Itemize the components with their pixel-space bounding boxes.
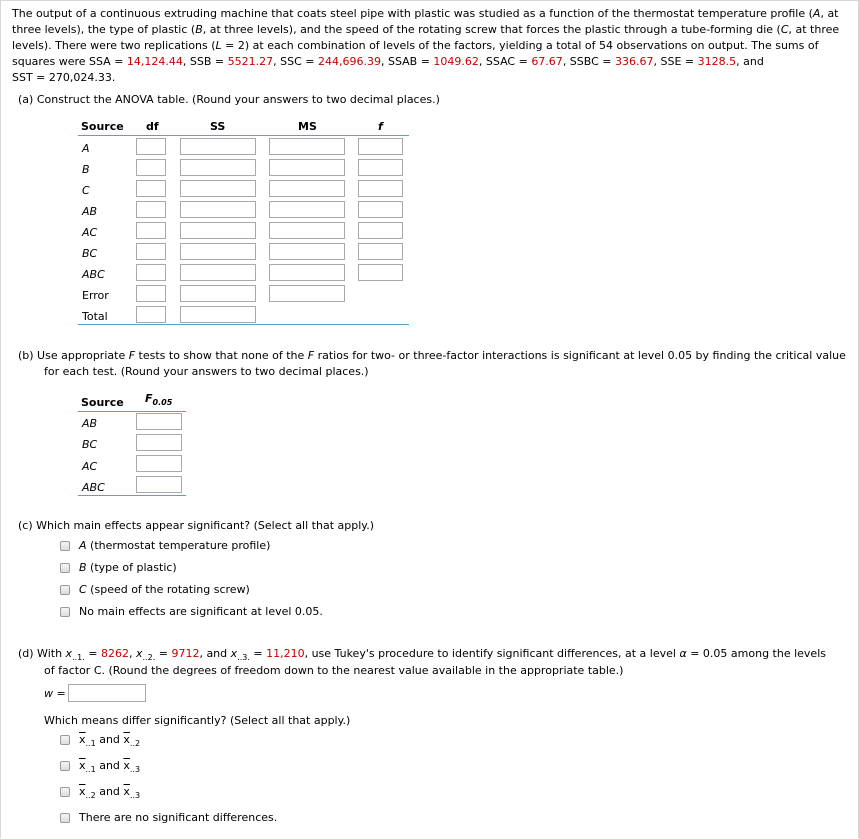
row-label-bc: BC (82, 247, 98, 260)
f-input-b[interactable] (358, 159, 403, 176)
b-row-label-abc: ABC (82, 481, 105, 494)
part-b-prompt: (b) Use appropriate F tests to show that none of the F ratios for two- or three-factor interactions is significant at level 0.05 by finding the critical value (18, 349, 846, 362)
b-row-label-ab: AB (82, 417, 98, 430)
df-input-total[interactable] (136, 306, 166, 323)
ss-input-a[interactable] (180, 138, 256, 155)
f-input-ac[interactable] (358, 222, 403, 239)
b-table-header-rule (78, 411, 186, 412)
col-header-ms: MS (298, 120, 317, 133)
ms-input-ac[interactable] (269, 222, 345, 239)
ss-input-b[interactable] (180, 159, 256, 176)
checkbox-icon[interactable] (60, 607, 70, 617)
w-input[interactable] (68, 684, 146, 702)
f-input-ab[interactable] (358, 201, 403, 218)
part-d-prompt-line2: of factor C. (Round the degrees of freedom down to the nearest value available in the appropriate table.) (44, 664, 624, 677)
checkbox-icon[interactable] (60, 563, 70, 573)
df-input-ab[interactable] (136, 201, 166, 218)
w-label: w = (44, 687, 66, 700)
part-a-prompt: (a) Construct the ANOVA table. (Round your answers to two decimal places.) (18, 93, 440, 106)
row-label-error: Error (82, 289, 109, 302)
f-input-a[interactable] (358, 138, 403, 155)
fcrit-input-abc[interactable] (136, 476, 182, 493)
df-input-b[interactable] (136, 159, 166, 176)
part-d-prompt: (d) With $x_{..1.} = 8262$, $x_{..2.} = 9712$, and $x_{..3.} = 11,210$, use Tukey's procedure to identify significant differences, at a level α = 0.05 among the levels (18, 647, 826, 663)
checkbox-icon[interactable] (60, 787, 70, 797)
checkbox-icon[interactable] (60, 735, 70, 745)
ms-input-b[interactable] (269, 159, 345, 176)
fcrit-input-ab[interactable] (136, 413, 182, 430)
f-input-abc[interactable] (358, 264, 403, 281)
table-bottom-rule (78, 324, 409, 325)
df-input-abc[interactable] (136, 264, 166, 281)
fcrit-input-ac[interactable] (136, 455, 182, 472)
checkbox-icon[interactable] (60, 761, 70, 771)
part-d-which-prompt: Which means differ significantly? (Select all that apply.) (44, 714, 351, 727)
col-header-f: f (378, 120, 383, 133)
b-col-header-f: $F_{0.05}$ (145, 392, 173, 408)
ss-input-abc[interactable] (180, 264, 256, 281)
ms-input-c[interactable] (269, 180, 345, 197)
ms-input-error[interactable] (269, 285, 345, 302)
problem-statement: The output of a continuous extruding machine that coats steel pipe with plastic was studied as a function of the thermostat temperature profile (A, at three levels), the type of plastic (B, at three levels), and the speed of the rotating screw that forces the plastic through a tube-forming die (C, at three levels). There were two replications (L = 2) at each combination of levels of the factors, yielding a total of 54 observations on output. The sums of squares were SSA = 14,124.44, SSB = 5521.27, SSC = 244,696.39, SSAB = 1049.62, SSAC = 67.67, SSBC = 336.67, SSE = 3128.5, and SST = 270,024.33. (12, 7, 840, 84)
checkbox-icon[interactable] (60, 813, 70, 823)
ss-input-bc[interactable] (180, 243, 256, 260)
b-row-label-ac: AC (82, 460, 98, 473)
table-header-rule (78, 135, 409, 136)
row-label-total: Total (82, 310, 108, 323)
row-label-b: B (82, 163, 90, 176)
row-label-a: A (82, 142, 90, 155)
df-input-ac[interactable] (136, 222, 166, 239)
df-input-error[interactable] (136, 285, 166, 302)
ss-input-total[interactable] (180, 306, 256, 323)
ss-input-error[interactable] (180, 285, 256, 302)
col-header-ss: SS (210, 120, 226, 133)
ss-input-ab[interactable] (180, 201, 256, 218)
f-input-c[interactable] (358, 180, 403, 197)
part-b-prompt-line2: for each test. (Round your answers to two decimal places.) (44, 365, 369, 378)
ms-input-bc[interactable] (269, 243, 345, 260)
df-input-bc[interactable] (136, 243, 166, 260)
ms-input-abc[interactable] (269, 264, 345, 281)
b-row-label-bc: BC (82, 438, 98, 451)
ss-input-c[interactable] (180, 180, 256, 197)
row-label-abc: ABC (82, 268, 105, 281)
row-label-ab: AB (82, 205, 98, 218)
fcrit-input-bc[interactable] (136, 434, 182, 451)
checkbox-icon[interactable] (60, 585, 70, 595)
checkbox-icon[interactable] (60, 541, 70, 551)
b-col-header-source: Source (81, 396, 124, 409)
df-input-a[interactable] (136, 138, 166, 155)
part-c-prompt: (c) Which main effects appear significant? (Select all that apply.) (18, 519, 374, 532)
b-table-bottom-rule (78, 495, 186, 496)
col-header-source: Source (81, 120, 124, 133)
col-header-df: df (146, 120, 159, 133)
ms-input-a[interactable] (269, 138, 345, 155)
f-input-bc[interactable] (358, 243, 403, 260)
row-label-c: C (82, 184, 90, 197)
ms-input-ab[interactable] (269, 201, 345, 218)
df-input-c[interactable] (136, 180, 166, 197)
ss-input-ac[interactable] (180, 222, 256, 239)
row-label-ac: AC (82, 226, 98, 239)
